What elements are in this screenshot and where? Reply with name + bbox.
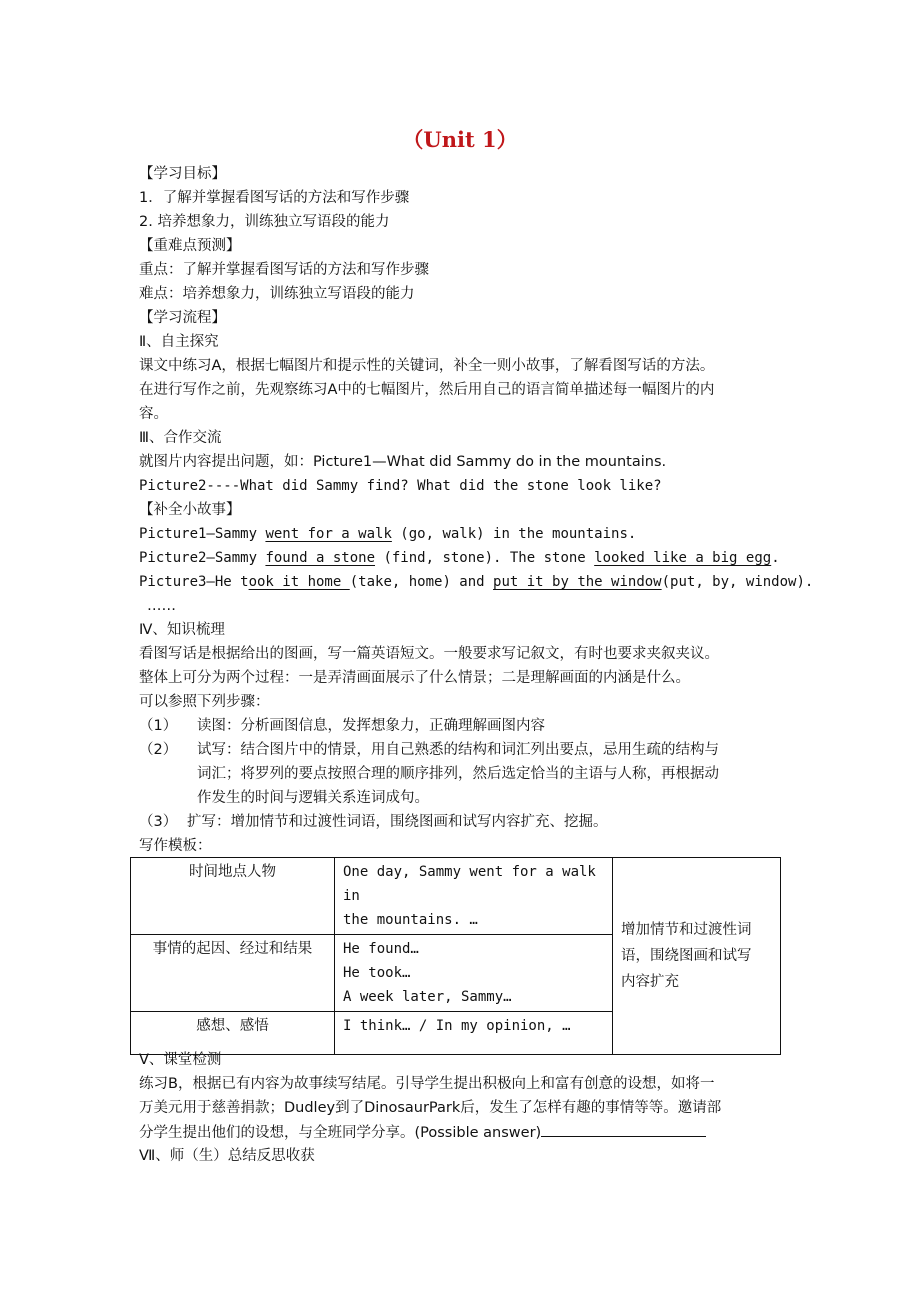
picture-1-suffix: (go, walk) in the mountains. <box>391 526 637 542</box>
section-2-paragraph-1: 课文中练习A，根据七幅图片和提示性的关键词，补全一则小故事，了解看图写话的方法。 <box>139 358 715 374</box>
section-5-paragraph-3-text: 分学生提出他们的设想，与全班同学分享。(Possible answer) <box>139 1125 542 1141</box>
table-row <box>131 858 781 935</box>
table-cell-label: 事情的起因、经过和结果 <box>131 935 335 1012</box>
focus-header: 【重难点预测】 <box>139 238 241 254</box>
focus-difficult: 难点：培养想象力，训练独立写语段的能力 <box>139 286 415 302</box>
section-4-paragraph-3: 可以参照下列步骤： <box>139 694 270 710</box>
section-5-paragraph-1: 练习B，根据已有内容为故事续写结尾。引导学生提出积极向上和富有创意的设想，如将一 <box>139 1076 715 1092</box>
table-cell-line: He took… <box>343 965 411 981</box>
table-cell-label: 感想、感悟 <box>131 1012 335 1055</box>
step-2 <box>139 740 719 760</box>
picture-2-answer-2: looked like a big egg <box>594 550 772 566</box>
section-2-header: Ⅱ、自主探究 <box>139 334 219 350</box>
step-1-text: 读图：分析画图信息，发挥想象力，正确理解画图内容 <box>197 718 545 734</box>
focus-key: 重点：了解并掌握看图写话的方法和写作步骤 <box>139 262 429 278</box>
goal-2: 2. 培养想象力，训练独立写语段的能力 <box>139 214 390 230</box>
story-ellipsis: …… <box>147 598 176 614</box>
story-picture-1 <box>139 524 636 544</box>
page-title: （Unit 1） <box>402 127 518 152</box>
picture-3-prefix: Picture3—He t <box>139 574 249 590</box>
picture-3-end: (put, by, window). <box>661 574 814 590</box>
section-7-header: Ⅶ、师（生）总结反思收获 <box>139 1148 315 1164</box>
section-3-question-1: 就图片内容提出问题，如：Picture1—What did Sammy do in the mountains. <box>139 454 667 470</box>
step-2-text-line-1: 试写：结合图片中的情景，用自己熟悉的结构和词汇列出要点，忌用生疏的结构与 <box>197 742 719 758</box>
process-header: 【学习流程】 <box>139 310 226 326</box>
section-4-header: Ⅳ、知识梳理 <box>139 622 225 638</box>
section-3-header: Ⅲ、合作交流 <box>139 430 222 446</box>
picture-3-answer-2: put it by the window <box>493 574 662 590</box>
table-cell-label: 时间地点人物 <box>131 858 335 935</box>
section-2-paragraph-2: 在进行写作之前，先观察练习A中的七幅图片，然后用自己的语言简单描述每一幅图片的内 <box>139 382 715 398</box>
side-note-line: 内容扩充 <box>621 974 679 990</box>
picture-2-answer-1: found a stone <box>265 550 376 566</box>
picture-3-answer-1: ook it home <box>248 574 350 590</box>
table-cell-line: He found… <box>343 941 419 957</box>
step-3-number: （3） <box>139 814 178 830</box>
step-2-text-line-2: 词汇；将罗列的要点按照合理的顺序排列，然后选定恰当的主语与人称，再根据动 <box>197 766 719 782</box>
story-picture-3 <box>139 572 813 592</box>
table-cell-line: One day, Sammy went for a walk in <box>343 864 596 904</box>
table-cell-line: the mountains. … <box>343 912 478 928</box>
table-cell-content <box>335 858 613 935</box>
table-side-note <box>613 858 781 1055</box>
step-1-number: （1） <box>139 718 178 734</box>
story-picture-2 <box>139 548 780 568</box>
step-1 <box>139 716 545 736</box>
goals-header: 【学习目标】 <box>139 166 226 182</box>
answer-blank-line <box>541 1122 706 1137</box>
picture-3-middle: (take, home) and <box>349 574 494 590</box>
picture-2-end: . <box>771 550 780 566</box>
table-cell-line: A week later, Sammy… <box>343 989 512 1005</box>
step-3-text: 扩写：增加情节和过渡性词语，围绕图画和试写内容扩充、挖掘。 <box>187 814 608 830</box>
section-4-paragraph-1: 看图写话是根据给出的图画，写一篇英语短文。一般要求写记叙文，有时也要求夹叙夹议。 <box>139 646 719 662</box>
table-cell-content <box>335 1012 613 1055</box>
step-2-number: （2） <box>139 742 178 758</box>
step-3 <box>139 812 608 832</box>
side-note-line: 增加情节和过渡性词 <box>621 922 752 938</box>
section-2-paragraph-3: 容。 <box>139 406 168 422</box>
step-2-text-line-3: 作发生的时间与逻辑关系连词成句。 <box>197 790 429 806</box>
picture-2-middle: (find, stone). The stone <box>375 550 595 566</box>
side-note-line: 语，围绕图画和试写 <box>621 948 752 964</box>
picture-1-answer: went for a walk <box>265 526 392 542</box>
section-5-paragraph-3 <box>139 1122 706 1143</box>
section-4-paragraph-2: 整体上可分为两个过程：一是弄清画面展示了什么情景；二是理解画面的内涵是什么。 <box>139 670 690 686</box>
story-header: 【补全小故事】 <box>139 502 241 518</box>
goal-1: 1．了解并掌握看图写话的方法和写作步骤 <box>139 190 410 206</box>
section-5-paragraph-2: 万美元用于慈善捐款；Dudley到了DinosaurPark后，发生了怎样有趣的事情等等。邀请部 <box>139 1100 722 1116</box>
picture-2-prefix: Picture2—Sammy <box>139 550 266 566</box>
table-cell-line: I think… / In my opinion, … <box>343 1018 571 1034</box>
picture-1-prefix: Picture1—Sammy <box>139 526 266 542</box>
table-cell-content <box>335 935 613 1012</box>
section-3-question-2: Picture2----What did Sammy find? What did the stone look like? <box>139 478 662 494</box>
writing-template-table <box>130 857 781 1055</box>
template-header: 写作模板： <box>139 838 212 854</box>
section-5-header: Ⅴ、课堂检测 <box>139 1052 222 1068</box>
